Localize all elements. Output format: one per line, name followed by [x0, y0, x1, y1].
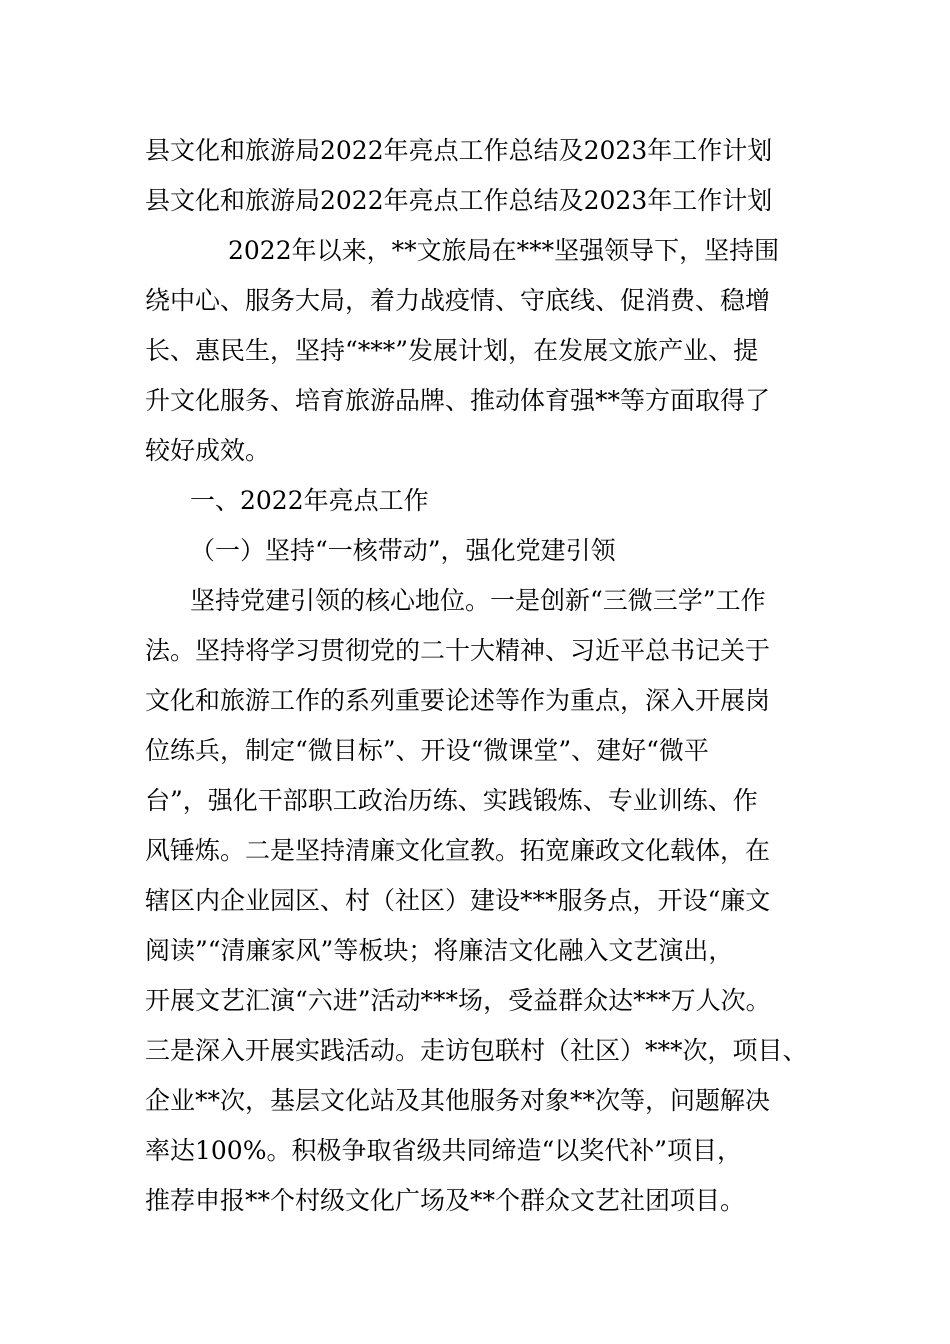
- intro-paragraph-line-3: 长、惠民生，坚持“***”发展计划，在发展文旅产业、提: [145, 336, 759, 365]
- intro-paragraph-line-4: 升文化服务、培育旅游品牌、推动体育强**等方面取得了: [145, 386, 771, 415]
- body-paragraph-line-4: 位练兵，制定“微目标”、开设“微课堂”、建好“微平: [145, 736, 709, 765]
- body-paragraph-line-9: 开展文艺汇演“六进”活动***场，受益群众达***万人次。: [145, 986, 771, 1015]
- intro-paragraph-line-5: 较好成效。: [145, 436, 271, 465]
- body-paragraph-line-11: 企业**次，基层文化站及其他服务对象**次等，问题解决: [145, 1086, 771, 1115]
- body-paragraph-line-2: 法。坚持将学习贯彻党的二十大精神、习近平总书记关于: [145, 636, 771, 665]
- intro-paragraph-line-2: 绕中心、服务大局，着力战疫情、守底线、促消费、稳增: [145, 286, 771, 315]
- body-paragraph-line-10: 三是深入开展实践活动。走访包联村（社区）***次，项目、: [145, 1036, 808, 1065]
- body-paragraph-line-1: 坚持党建引领的核心地位。一是创新“三微三学”工作: [190, 586, 766, 615]
- body-paragraph-line-13: 推荐申报**个村级文化广场及**个群众文艺社团项目。: [145, 1186, 746, 1215]
- document-title-line-2: 县文化和旅游局2022年亮点工作总结及2023年工作计划: [145, 186, 773, 215]
- body-paragraph-line-3: 文化和旅游工作的系列重要论述等作为重点，深入开展岗: [145, 686, 771, 715]
- body-paragraph-line-12: 率达100%。积极争取省级共同缔造“以奖代补”项目，: [145, 1136, 743, 1165]
- body-paragraph-line-8: 阅读”“清廉家风”等板块；将廉洁文化融入文艺演出，: [145, 936, 734, 965]
- subsection-heading: （一）坚持“一核带动”，强化党建引领: [190, 536, 616, 565]
- intro-paragraph-line-1: 2022年以来，**文旅局在***坚强领导下，坚持围: [228, 236, 780, 265]
- document-title-line-1: 县文化和旅游局2022年亮点工作总结及2023年工作计划: [145, 136, 773, 165]
- body-paragraph-line-7: 辖区内企业园区、村（社区）建设***服务点，开设“廉文: [145, 886, 771, 915]
- section-heading: 一、2022年亮点工作: [190, 486, 429, 515]
- body-paragraph-line-6: 风锤炼。二是坚持清廉文化宣教。拓宽廉政文化载体，在: [145, 836, 771, 865]
- body-paragraph-line-5: 台”，强化干部职工政治历练、实践锻炼、专业训练、作: [145, 786, 758, 815]
